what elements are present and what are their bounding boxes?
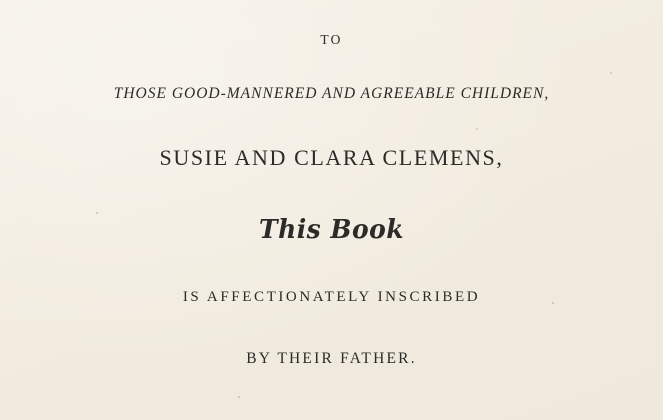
- dedication-line-this-book: This Book: [259, 215, 404, 245]
- dedication-line-to: TO: [320, 32, 343, 47]
- paper-speck: [238, 396, 240, 398]
- dedication-line-father: BY THEIR FATHER.: [246, 350, 417, 367]
- dedication-line-names: SUSIE AND CLARA CLEMENS,: [159, 145, 504, 170]
- dedication-line-children: THOSE GOOD-MANNERED AND AGREEABLE CHILDREN,: [113, 85, 550, 102]
- dedication-line-inscribed: IS AFFECTIONATELY INSCRIBED: [182, 289, 481, 305]
